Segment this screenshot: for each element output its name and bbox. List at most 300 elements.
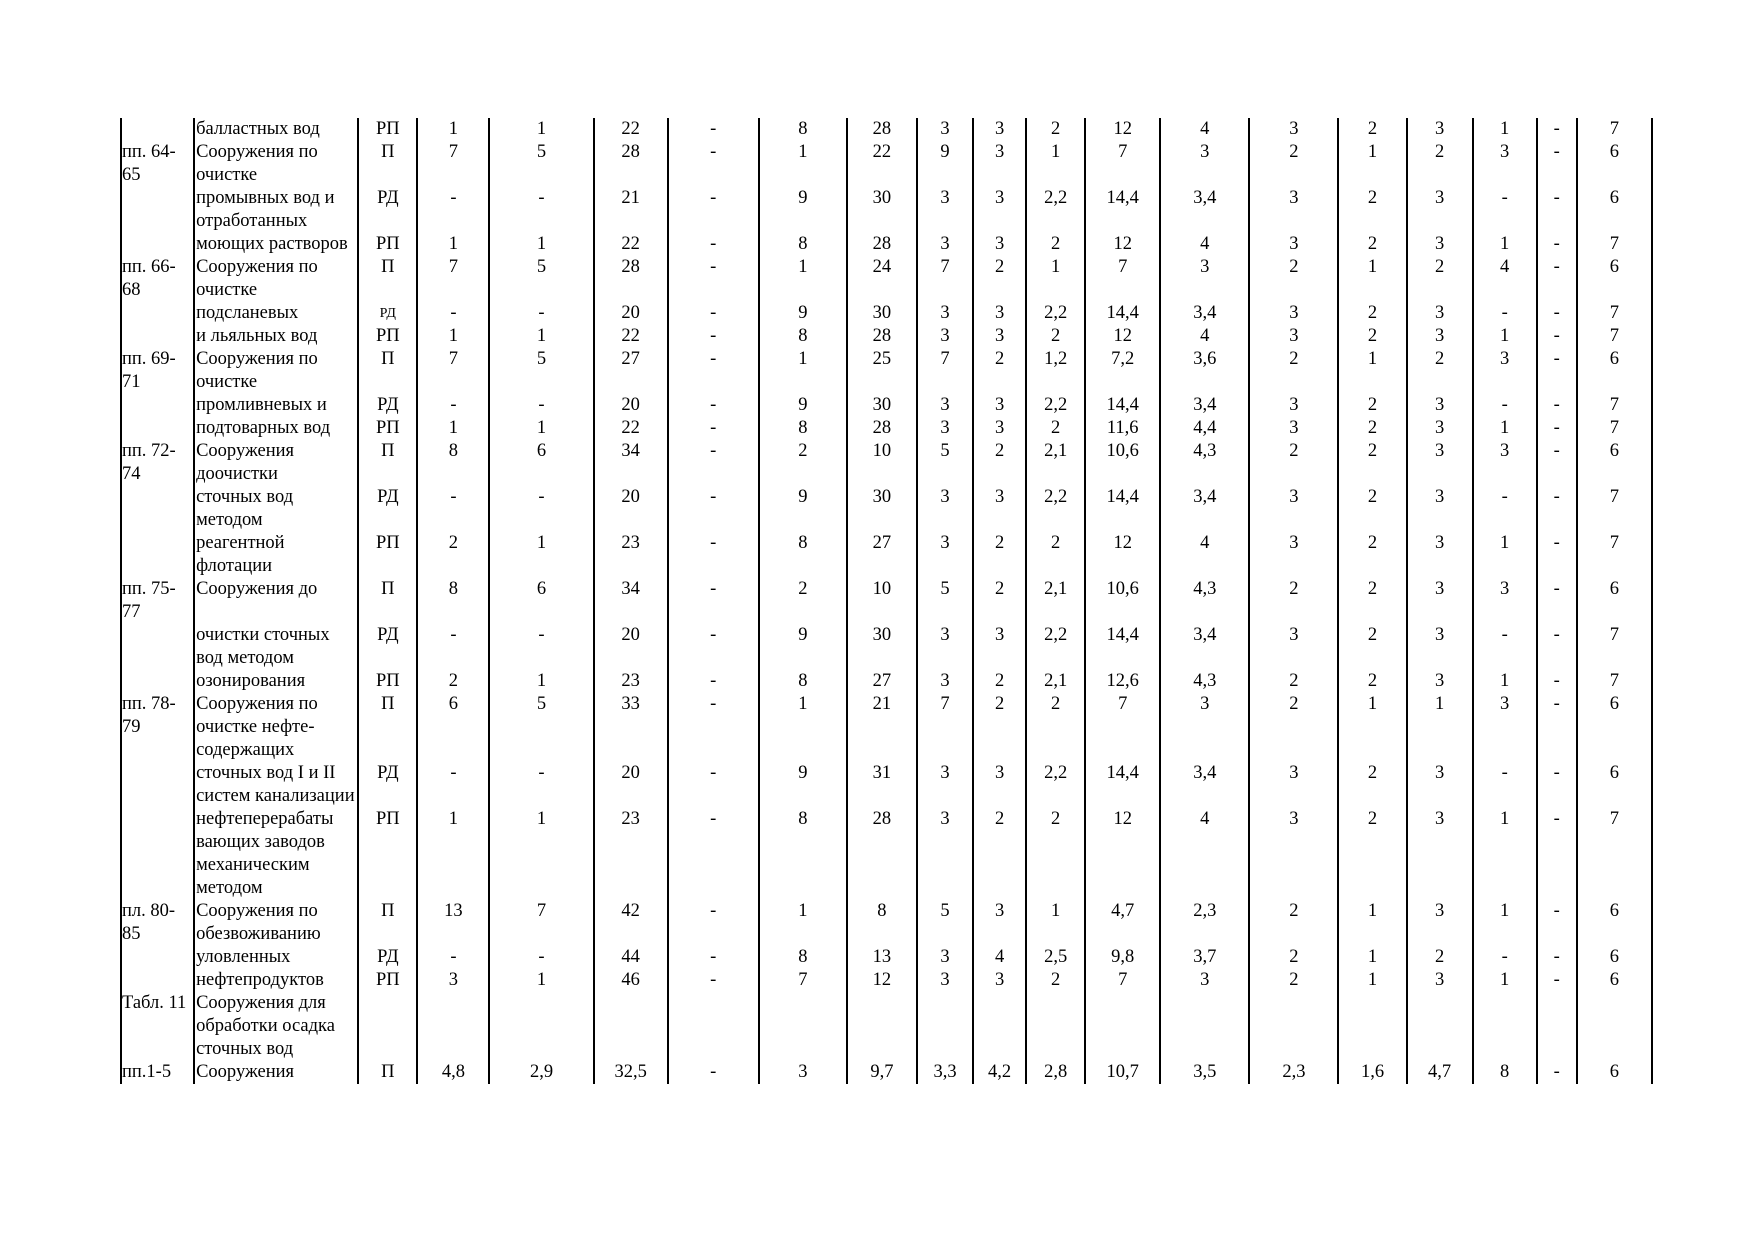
value-cell [1338,992,1406,1061]
value-cell: 1 [759,900,847,946]
value-cell: 1 [1026,900,1085,946]
value-cell: 32,5 [594,1061,668,1084]
value-cell: 2 [973,440,1026,486]
value-cell: 2 [973,693,1026,762]
value-cell: 28 [847,808,917,900]
value-cell: 6 [1577,256,1652,302]
value-cell: 11,6 [1085,417,1160,440]
value-cell: 3 [973,486,1026,532]
value-cell: 2 [1407,141,1473,187]
value-cell: 21 [594,187,668,233]
value-cell: 3 [973,187,1026,233]
value-cell: 2,3 [1160,900,1249,946]
value-cell: 2,1 [1026,578,1085,624]
value-cell: 20 [594,762,668,808]
value-cell: 22 [594,417,668,440]
value-cell: 4 [1160,532,1249,578]
row-reference [121,762,194,808]
value-cell: 1 [1473,325,1537,348]
value-cell: 10,7 [1085,1061,1160,1084]
value-cell: 13 [417,900,489,946]
value-cell: 28 [847,417,917,440]
structure-name: реагентной флотации [194,532,358,578]
value-cell: 2 [1026,118,1085,141]
value-cell: 23 [594,670,668,693]
value-cell: 2 [973,256,1026,302]
value-cell: 8 [759,946,847,969]
value-cell: 7 [1085,693,1160,762]
value-cell: 2 [1026,693,1085,762]
row-reference [121,417,194,440]
value-cell: 3,3 [917,1061,973,1084]
value-cell: 28 [847,325,917,348]
value-cell: 3 [917,762,973,808]
structure-name: Сооружения по очистке [194,348,358,394]
row-reference [121,624,194,670]
structure-name: моющих растворов [194,233,358,256]
value-cell: 1 [1026,256,1085,302]
value-cell: 3 [917,417,973,440]
value-cell: 4,7 [1407,1061,1473,1084]
value-cell: 1 [489,808,593,900]
value-cell: 3 [1160,969,1249,992]
value-cell: - [668,762,759,808]
table-row [121,187,1652,233]
row-reference [121,302,194,325]
value-cell: 5 [489,348,593,394]
value-cell: - [668,532,759,578]
value-cell: 3 [917,394,973,417]
structure-name: подсланевых [194,302,358,325]
value-cell: 3 [1407,762,1473,808]
value-cell: 27 [594,348,668,394]
row-reference: пп. 75-77 [121,578,194,624]
value-cell: 2 [973,348,1026,394]
value-cell: - [417,394,489,417]
value-cell: - [489,762,593,808]
value-cell: 30 [847,486,917,532]
value-cell: 4 [973,946,1026,969]
row-reference [121,946,194,969]
value-cell: 3 [1407,808,1473,900]
table-row [121,670,1652,693]
value-cell: 14,4 [1085,762,1160,808]
value-cell: 30 [847,302,917,325]
value-cell: - [1537,578,1577,624]
value-cell: 1 [1473,808,1537,900]
value-cell: 27 [847,670,917,693]
value-cell: 1 [759,141,847,187]
value-cell: 3 [973,118,1026,141]
value-cell: 7 [1577,302,1652,325]
value-cell: 2 [1338,532,1406,578]
value-cell: - [668,808,759,900]
value-cell: 1 [1407,693,1473,762]
value-cell: 2 [1338,394,1406,417]
value-cell: 5 [917,578,973,624]
value-cell: 3 [1407,325,1473,348]
value-cell: 20 [594,302,668,325]
value-cell: 1,2 [1026,348,1085,394]
value-cell: - [668,118,759,141]
value-cell: 7 [1577,486,1652,532]
value-cell: 7 [417,348,489,394]
row-reference [121,118,194,141]
value-cell [917,992,973,1061]
value-cell: 7 [417,141,489,187]
value-cell: - [1537,670,1577,693]
value-cell: 9 [759,762,847,808]
value-cell: 3,4 [1160,187,1249,233]
value-cell: 1 [417,118,489,141]
value-cell [594,992,668,1061]
table-row [121,532,1652,578]
value-cell: 1 [1026,141,1085,187]
value-cell: 3 [1407,670,1473,693]
value-cell: - [1537,187,1577,233]
value-cell: - [1537,141,1577,187]
value-cell: 3 [1407,624,1473,670]
value-cell: 2 [1249,900,1338,946]
value-cell: 3 [917,808,973,900]
value-cell: 2 [759,440,847,486]
value-cell: 4 [1160,233,1249,256]
value-cell: 6 [1577,141,1652,187]
value-cell: 2 [1026,969,1085,992]
value-cell: 3 [1249,808,1338,900]
value-cell: 1 [489,670,593,693]
value-cell: 22 [594,233,668,256]
value-cell: 10,6 [1085,440,1160,486]
value-cell: 12 [1085,808,1160,900]
value-cell: 34 [594,440,668,486]
value-cell: 7 [759,969,847,992]
value-cell: 1 [1338,141,1406,187]
value-cell: 3 [1249,486,1338,532]
table-row [121,141,1652,187]
value-cell: - [668,578,759,624]
value-cell: - [417,486,489,532]
design-stage: РП [358,969,417,992]
value-cell: - [417,946,489,969]
value-cell: 1 [417,233,489,256]
value-cell: 2 [1338,417,1406,440]
value-cell: 3 [1407,302,1473,325]
structure-name: Сооружения по очистке [194,141,358,187]
value-cell: - [417,187,489,233]
value-cell: 7 [1085,256,1160,302]
design-stage: РП [358,417,417,440]
table-row [121,302,1652,325]
value-cell: 5 [489,141,593,187]
value-cell: - [1473,302,1537,325]
value-cell: 2 [417,670,489,693]
value-cell: 1 [1473,969,1537,992]
value-cell: 3 [1249,624,1338,670]
value-cell: 5 [917,900,973,946]
value-cell: 31 [847,762,917,808]
value-cell: 2,1 [1026,670,1085,693]
value-cell: 2 [1249,969,1338,992]
value-cell: 7 [1577,325,1652,348]
design-stage: РП [358,233,417,256]
value-cell: 3 [973,302,1026,325]
value-cell: 2 [1026,417,1085,440]
value-cell: 1 [1473,900,1537,946]
value-cell: - [1537,256,1577,302]
value-cell: 2 [1249,693,1338,762]
value-cell: 8 [1473,1061,1537,1084]
value-cell: 3 [1407,394,1473,417]
value-cell: 8 [417,578,489,624]
value-cell: - [1537,808,1577,900]
table-row [121,969,1652,992]
design-stage [358,992,417,1061]
row-reference [121,670,194,693]
value-cell: 9 [759,486,847,532]
design-stage: П [358,348,417,394]
value-cell: 3 [973,394,1026,417]
value-cell: 3 [1249,325,1338,348]
structure-name: подтоварных вод [194,417,358,440]
row-reference: пп. 72-74 [121,440,194,486]
value-cell: 2 [1249,348,1338,394]
value-cell: 3 [1473,440,1537,486]
value-cell: - [1537,969,1577,992]
row-reference [121,394,194,417]
value-cell: 3 [1249,118,1338,141]
value-cell: - [1537,900,1577,946]
value-cell: 2 [1249,440,1338,486]
value-cell: 6 [1577,693,1652,762]
value-cell: 9,7 [847,1061,917,1084]
value-cell: 3 [1249,417,1338,440]
value-cell: 1 [759,693,847,762]
value-cell: 2 [1338,440,1406,486]
value-cell: 2,2 [1026,187,1085,233]
value-cell: - [1473,187,1537,233]
data-table [120,118,1653,1084]
value-cell: 22 [847,141,917,187]
table-row [121,348,1652,394]
structure-name: Сооружения для обработки осадка сточных вод [194,992,358,1061]
value-cell: - [489,486,593,532]
value-cell: 1 [417,325,489,348]
value-cell: 7 [917,256,973,302]
value-cell: 28 [594,141,668,187]
value-cell: 1 [1473,670,1537,693]
value-cell: - [668,624,759,670]
table-row [121,946,1652,969]
value-cell: 23 [594,532,668,578]
row-reference: Табл. 11 [121,992,194,1061]
value-cell: 3 [917,969,973,992]
value-cell: 3,4 [1160,302,1249,325]
design-stage: РД [358,624,417,670]
value-cell: 3 [1473,348,1537,394]
value-cell: 2,2 [1026,624,1085,670]
value-cell: 3,7 [1160,946,1249,969]
value-cell: 3 [1407,900,1473,946]
value-cell: 30 [847,394,917,417]
value-cell: 4,8 [417,1061,489,1084]
value-cell: 14,4 [1085,302,1160,325]
value-cell: 12 [1085,118,1160,141]
value-cell: 1 [489,118,593,141]
value-cell: 3 [917,325,973,348]
value-cell: 2,2 [1026,762,1085,808]
design-stage: РД [358,762,417,808]
value-cell: 7 [1085,141,1160,187]
value-cell: 5 [489,256,593,302]
value-cell: - [668,417,759,440]
value-cell: 8 [759,808,847,900]
value-cell: 2 [1338,624,1406,670]
value-cell: 3 [1249,394,1338,417]
value-cell: 2 [973,670,1026,693]
value-cell: 20 [594,394,668,417]
value-cell: 3 [1160,141,1249,187]
structure-name: промывных вод и отработанных [194,187,358,233]
value-cell: 3,4 [1160,624,1249,670]
table-row [121,233,1652,256]
value-cell: 3 [917,187,973,233]
value-cell: 3 [917,118,973,141]
value-cell: 2 [973,532,1026,578]
row-reference: пл. 80-85 [121,900,194,946]
value-cell: - [1537,1061,1577,1084]
value-cell: 9,8 [1085,946,1160,969]
value-cell: - [1473,946,1537,969]
table-row [121,992,1652,1061]
value-cell: 21 [847,693,917,762]
value-cell: 3,4 [1160,486,1249,532]
design-stage: П [358,900,417,946]
value-cell: 6 [1577,946,1652,969]
value-cell: - [1537,486,1577,532]
value-cell: 3 [973,417,1026,440]
design-stage: П [358,693,417,762]
value-cell: 28 [594,256,668,302]
value-cell: 1 [1473,532,1537,578]
value-cell: 3 [1249,187,1338,233]
value-cell: 6 [1577,578,1652,624]
value-cell: 4,7 [1085,900,1160,946]
value-cell: 12,6 [1085,670,1160,693]
value-cell: 3,4 [1160,394,1249,417]
value-cell: 1 [417,417,489,440]
value-cell: 2,2 [1026,394,1085,417]
value-cell: 1 [759,348,847,394]
value-cell: 2 [1249,578,1338,624]
value-cell: - [1537,762,1577,808]
value-cell: 3 [1407,969,1473,992]
value-cell: - [668,302,759,325]
value-cell: 7 [489,900,593,946]
value-cell: 1,6 [1338,1061,1406,1084]
value-cell: 2 [1338,302,1406,325]
value-cell: 2 [1249,141,1338,187]
value-cell: 3 [1473,578,1537,624]
value-cell: 4 [1160,808,1249,900]
value-cell: 9 [917,141,973,187]
value-cell: 27 [847,532,917,578]
value-cell: 12 [847,969,917,992]
value-cell: - [668,187,759,233]
value-cell: - [668,1061,759,1084]
structure-name: балластных вод [194,118,358,141]
row-reference [121,969,194,992]
value-cell: 1 [489,532,593,578]
value-cell: 2 [1338,762,1406,808]
row-reference [121,808,194,900]
value-cell: 4,2 [973,1061,1026,1084]
structure-name: и льяльных вод [194,325,358,348]
value-cell: 3 [417,969,489,992]
row-reference [121,325,194,348]
value-cell: 14,4 [1085,187,1160,233]
row-reference: пп. 78-79 [121,693,194,762]
table-row [121,1061,1652,1084]
value-cell: 3,6 [1160,348,1249,394]
value-cell: 3 [973,762,1026,808]
value-cell: - [1537,394,1577,417]
value-cell: 4,4 [1160,417,1249,440]
value-cell: 2 [1026,233,1085,256]
design-stage: РД [358,187,417,233]
value-cell: 3 [1249,233,1338,256]
value-cell: 23 [594,808,668,900]
value-cell: - [668,394,759,417]
value-cell: 1 [1338,900,1406,946]
table-row [121,118,1652,141]
value-cell [1577,992,1652,1061]
value-cell: 1 [1473,118,1537,141]
design-stage: РД [358,302,417,325]
value-cell: 1 [489,969,593,992]
value-cell: 3 [1407,486,1473,532]
value-cell: 3 [1407,187,1473,233]
value-cell: 4 [1160,325,1249,348]
document-page [120,118,1653,1118]
row-reference: пп. 66-68 [121,256,194,302]
value-cell: 3 [973,969,1026,992]
value-cell: 3 [917,946,973,969]
value-cell: 14,4 [1085,486,1160,532]
value-cell: 1 [759,256,847,302]
value-cell: 6 [1577,1061,1652,1084]
value-cell [489,992,593,1061]
value-cell: 3 [759,1061,847,1084]
value-cell: - [668,256,759,302]
value-cell: 2,9 [489,1061,593,1084]
value-cell: 3 [917,624,973,670]
value-cell: 8 [417,440,489,486]
value-cell: 3 [973,624,1026,670]
value-cell: 7 [917,348,973,394]
value-cell [759,992,847,1061]
value-cell: 1 [1473,417,1537,440]
value-cell: - [1473,762,1537,808]
value-cell: 8 [759,325,847,348]
value-cell: 7 [1085,969,1160,992]
table-row [121,578,1652,624]
value-cell: 7 [1577,417,1652,440]
value-cell: 9 [759,624,847,670]
value-cell: 2 [1026,808,1085,900]
value-cell: 1 [1338,946,1406,969]
value-cell: 3 [1407,417,1473,440]
